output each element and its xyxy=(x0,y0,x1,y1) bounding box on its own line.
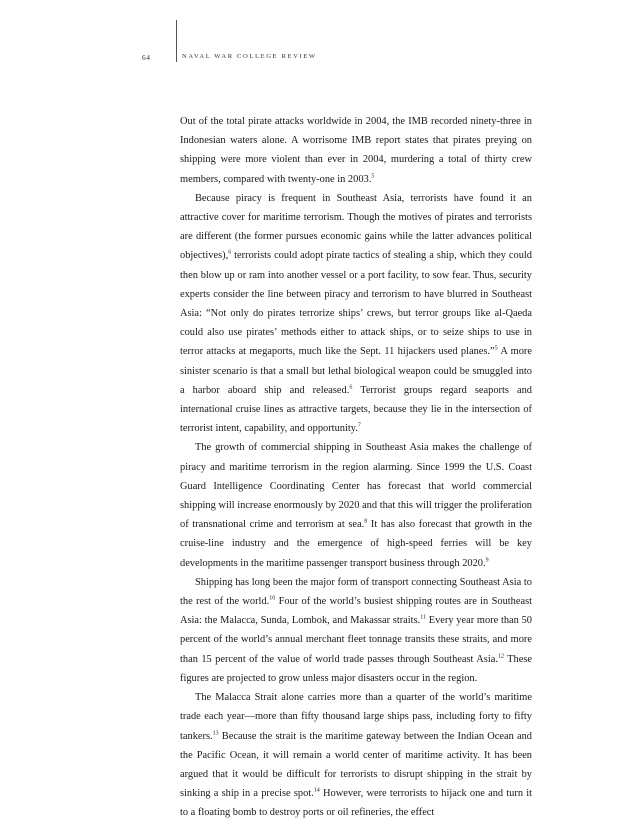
text-run: The Malacca Strait alone carries more than a quarter of the world’s maritime trade each year—more than fifty thousand large ships pass, including forty to fifty tankers. xyxy=(180,692,532,742)
text-run: Out of the total pirate attacks worldwide in 2004, the IMB recorded ninety-three in Indonesian waters alone. A worrisome IMB report states that pirates preying on shipping were more violent than ever in 2004, murdering a total of thirty crew members, compared with twenty-one in 2003. xyxy=(180,116,532,185)
text-run: The growth of commercial shipping in Southeast Asia makes the challenge of piracy and maritime terrorism in the region alarming. Since 1999 the U.S. Coast Guard Intelligence Coordinating Center has forecast that world commercial shipping will increase enormously by 2020 and that this will trigger the proliferation of transnational crime and terrorism at sea. xyxy=(180,442,532,531)
text-run: A more sinister scenario is that a small but lethal biological weapon could be smuggled into a harbor aboard ship and released. xyxy=(180,346,532,396)
paragraph xyxy=(180,189,532,439)
text-run: Terrorist groups regard seaports and international cruise lines as attractive targets, because they lie in the intersection of terrorist intent, capability, and opportunity. xyxy=(180,384,532,435)
paragraph xyxy=(180,438,532,572)
text-run: terrorists could adopt pirate tactics of stealing a ship, which they could then blow up or ram into another vessel or a port facility, to sow fear. Thus, security experts consider the line between piracy and terrorism to have blurred in Southeast Asia: “Not only do pirates terrorize ships’ crews, but terror groups like al-Qaeda could also use pirates’ methods either to attack ships, or to seize ships to use in terror attacks at megaports, much like the Sept. 11 hijackers used planes.” xyxy=(180,250,532,358)
footnote-marker: 13 xyxy=(212,730,219,737)
text-run: Because piracy is frequent in Southeast Asia, terrorists have found it an attractive cover for maritime terrorism. Though the motives of pirates and terrorists are different (the former pursues economic gains while the latter advances political objectives), xyxy=(180,192,532,262)
running-header xyxy=(0,0,638,80)
text-run: Four of the world’s busiest shipping routes are in Southeast Asia: the Malacca, Sunda, Lombok, and Makassar straits. xyxy=(180,596,532,627)
text-run: Shipping has long been the major form of transport connecting Southeast Asia to the rest of the world. xyxy=(180,576,532,608)
text-run: These figures are projected to grow unless major disasters occur in the region. xyxy=(180,653,532,684)
paragraph xyxy=(180,688,532,822)
footnote-marker: 12 xyxy=(497,653,504,660)
text-run: Because the strait is the maritime gateway between the Indian Ocean and the Pacific Ocean, it will remain a world center of maritime activity. It has been argued that it would be difficult for terrorists to disrupt shipping in the strait by sinking a ship in a precise spot. xyxy=(180,730,532,800)
footnote-marker: 9 xyxy=(485,557,489,564)
footnote-marker: 6 xyxy=(228,249,232,256)
footnote-marker: 8 xyxy=(364,518,368,525)
footnote-marker: 6 xyxy=(349,384,353,391)
footnote-marker: 7 xyxy=(357,422,361,429)
footnote-marker: 11 xyxy=(420,614,426,621)
journal-title: NAVAL WAR COLLEGE REVIEW xyxy=(182,53,317,60)
footnote-marker: 5 xyxy=(494,345,498,352)
text-run: However, were terrorists to hijack one and turn it to a floating bomb to destroy ports or oil refineries, the effect xyxy=(180,788,532,819)
footnote-marker: 5 xyxy=(371,173,375,180)
paragraph xyxy=(180,573,532,688)
text-run: It has also forecast that growth in the cruise-line industry and the emergence of high-speed ferries will be key developments in the maritime passenger transport business through 2020. xyxy=(180,519,532,569)
footnote-marker: 14 xyxy=(313,787,320,794)
paragraph xyxy=(180,112,532,189)
header-divider xyxy=(176,20,177,62)
article-body xyxy=(180,112,532,823)
footnote-marker: 10 xyxy=(269,595,276,602)
page-number: 64 xyxy=(142,53,151,62)
text-run: Every year more than 50 percent of the world’s annual merchant fleet tonnage transits these straits, and more than 15 percent of the value of world trade passes through Southeast Asia. xyxy=(180,615,532,665)
